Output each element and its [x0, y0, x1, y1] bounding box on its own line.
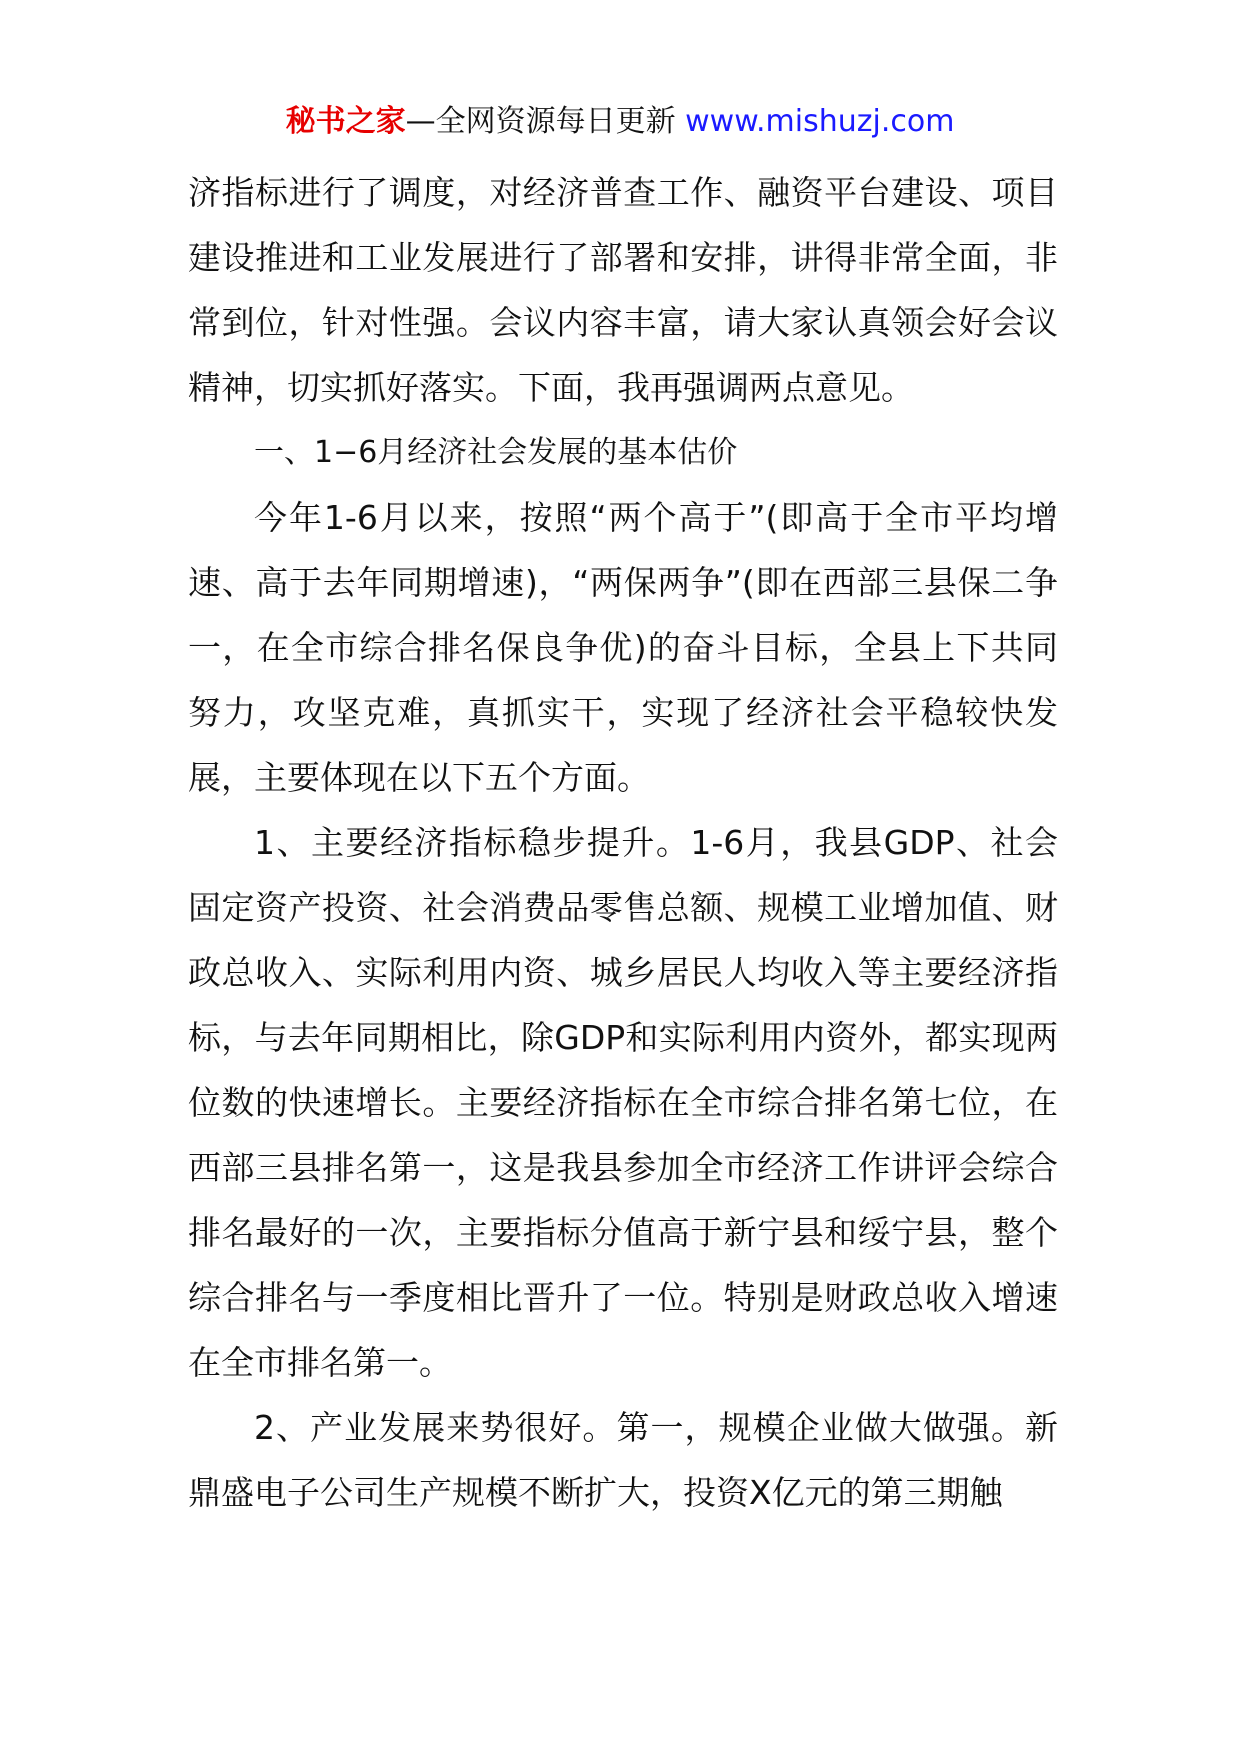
header-slogan: —全网资源每日更新 — [405, 104, 676, 139]
document-body — [188, 160, 1058, 1525]
section-heading: 一、1−6月经济社会发展的基本估价 — [254, 435, 738, 470]
brand-name: 秘书之家 — [285, 104, 406, 139]
site-url-link[interactable]: www.mishuzj.com — [685, 104, 955, 139]
site-header — [0, 100, 1240, 144]
paragraph: 济指标进行了调度，对经济普查工作、融资平台建设、项目建设推进和工业发展进行了部署和安排，讲得非常全面，非常到位，针对性强。会议内容丰富，请大家认真领会好会议精神，切实抓好落实。下面，我再强调两点意见。 — [188, 173, 1058, 407]
paragraph: 今年1-6月以来，按照“两个高于”(即高于全市平均增速、高于去年同期增速)，“两保两争”(即在西部三县保二争一，在全市综合排名保良争优)的奋斗目标，全县上下共同努力，攻坚克难，真抓实干，实现了经济社会平稳较快发展，主要体现在以下五个方面。 — [188, 498, 1058, 797]
paragraph: 2、产业发展来势很好。第一，规模企业做大做强。新鼎盛电子公司生产规模不断扩大，投资X亿元的第三期触 — [188, 1408, 1058, 1512]
paragraph: 1、主要经济指标稳步提升。1-6月，我县GDP、社会固定资产投资、社会消费品零售总额、规模工业增加值、财政总收入、实际利用内资、城乡居民人均收入等主要经济指标，与去年同期相比，除GDP和实际利用内资外，都实现两位数的快速增长。主要经济指标在全市综合排名第七位，在西部三县排名第一，这是我县参加全市经济工作讲评会综合排名最好的一次，主要指标分值高于新宁县和绥宁县，整个综合排名与一季度相比晋升了一位。特别是财政总收入增速在全市排名第一。 — [188, 823, 1058, 1382]
